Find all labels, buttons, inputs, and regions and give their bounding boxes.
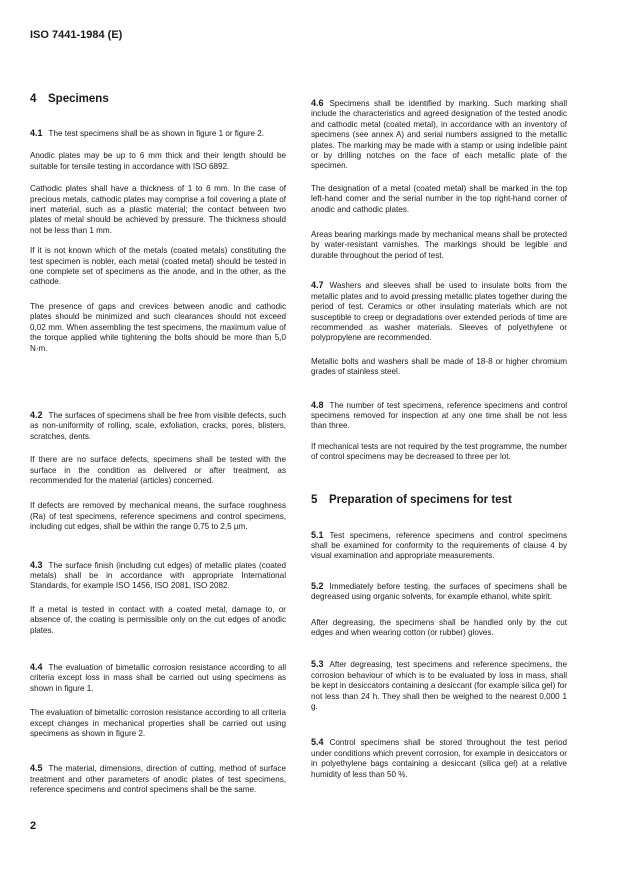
clause-number: 4.7 bbox=[311, 280, 324, 291]
clause-number: 5.2 bbox=[311, 580, 324, 591]
clause-number: 4.3 bbox=[30, 559, 43, 570]
section-4-heading bbox=[30, 92, 286, 106]
section-title: Preparation of specimens for test bbox=[329, 493, 512, 506]
clause-4-4 bbox=[30, 662, 286, 694]
left-column bbox=[30, 92, 286, 833]
clause-4-7 bbox=[311, 280, 567, 343]
clause-text: The material, dimensions, direction of cutting, method of surface treatment and other parameters of anodic plates of test specimens, reference specimens and control specimens shall be the same. bbox=[30, 764, 286, 795]
section-5-heading bbox=[311, 493, 567, 507]
paragraph: Areas bearing markings made by mechanical means shall be protected by water-resistant varnishes. The markings should be legible and durable throughout the period of test. bbox=[311, 230, 567, 260]
clause-5-3 bbox=[311, 659, 567, 712]
right-column bbox=[311, 98, 567, 780]
clause-text: The surface finish (including cut edges) of metallic plates (coated metals) shall be in accordance with appropriate International Standards, for example ISO 1456, ISO 2081, ISO 2082. bbox=[30, 560, 286, 591]
clause-number: 4.4 bbox=[30, 662, 43, 672]
paragraph: Metallic bolts and washers shall be made of 18-8 or higher chromium grades of stainless steel. bbox=[311, 356, 567, 377]
paragraph: The evaluation of bimetallic corrosion resistance according to all criteria except changes in mechanical properties shall be carried out using specimens as shown in figure 2. bbox=[30, 708, 286, 739]
clause-text: The test specimens shall be as shown in figure 1 or figure 2. bbox=[48, 129, 265, 138]
paragraph: If it is not known which of the metals (coated metals) constituting the test specimen is nobler, each metal (coated metal) should be tested in one complete set of specimens as the anode, and in the other, as the cathode. bbox=[30, 246, 286, 287]
clause-4-8 bbox=[311, 400, 567, 432]
section-title: Specimens bbox=[48, 93, 109, 105]
clause-text: The evaluation of bimetallic corrosion resistance according to all criteria except loss in mass shall be carried out using specimens as shown in figure 1. bbox=[30, 663, 286, 693]
clause-5-1 bbox=[311, 530, 567, 562]
paragraph: Cathodic plates shall have a thickness of 1 to 6 mm. In the case of precious metals, cathodic plates may comprise a foil covering a plate of inert material, such as a plastic material; the contact between two plates of metal should be achieved by pressure. The thickness should not be less than 1 mm. bbox=[30, 184, 286, 235]
paragraph: The presence of gaps and crevices between anodic and cathodic plates should be minimized and such clearances should not exceed 0,02 mm. When assembling the test specimens, the maximum value of the torque applied while tightening the bolts should be more than 5,0 N·m. bbox=[30, 301, 286, 353]
paragraph: After degreasing, the specimens shall be handled only by the cut edges and when wearing cotton (or rubber) gloves. bbox=[311, 617, 567, 637]
paragraph: Anodic plates may be up to 6 mm thick and their length should be suitable for tensile testing in accordance with ISO 6892. bbox=[30, 151, 286, 171]
clause-4-2 bbox=[30, 410, 286, 442]
clause-text: After degreasing, test specimens and reference specimens, the corrosion behaviour of which is to be evaluated by loss in mass, shall be kept in desiccators containing a desiccant (for example silica gel) for not less than 24 h. They shall then be weighed to the nearest 0,000 1 g. bbox=[311, 660, 567, 712]
clause-text: The number of test specimens, reference specimens and control specimens removed for inspection at any one time shall be not less than three. bbox=[311, 400, 567, 431]
clause-text: Washers and sleeves shall be used to insulate bolts from the metallic plates and to avoid pressing metallic plates together during the period of test. Ceramics or other insulating materials which are not susceptible to creep or degradations over extended periods of time are recommended as washer materials. Sleeves of polyethylene or polypropylene are recommended. bbox=[311, 281, 567, 343]
clause-number: 5.3 bbox=[311, 659, 324, 670]
clause-number: 4.5 bbox=[30, 763, 43, 774]
section-number: 5 bbox=[311, 493, 318, 506]
paragraph: If a metal is tested in contact with a coated metal, damage to, or absence of, the coating is permissible only on the cut edges of anodic plates. bbox=[30, 604, 286, 635]
section-number: 4 bbox=[30, 93, 37, 105]
clause-text: Specimens shall be identified by marking. Such marking shall include the characteristics and agreed designation of the tested anodic and cathodic metal (coated metal), in accordance with an inventory of specimens (see annex A) and serial numbers assigned to the metallic plates. The marking may be made with a stamp or using indelible paint or by drilling notches on the face of each metallic plate of the specimen. bbox=[311, 99, 567, 171]
clause-number: 5.4 bbox=[311, 737, 324, 748]
clause-number: 4.6 bbox=[311, 98, 324, 108]
clause-4-1 bbox=[30, 128, 286, 139]
clause-4-6 bbox=[311, 98, 567, 172]
paragraph: If defects are removed by mechanical means, the surface roughness (Ra) of test specimens, reference specimens and control specimens, including cut edges, shall be within the range 0,75 to 2,5 µm. bbox=[30, 501, 286, 532]
clause-text: The surfaces of specimens shall be free from visible defects, such as non-uniformity of rolling, scale, exfoliation, cracks, pores, blisters, scratches, dents. bbox=[30, 410, 286, 441]
clause-text: Immediately before testing, the surfaces of specimens shall be degreased using organic solvents, for example ethanol, white spirit. bbox=[311, 581, 567, 602]
clause-number: 4.1 bbox=[30, 128, 43, 138]
clause-text: Control specimens shall be stored throughout the test period under conditions which prevent corrosion, for example in desiccators or in polyethylene bags containing a desiccant (silica gel) at a relative humidity of less than 50 %. bbox=[311, 738, 567, 779]
clause-5-4 bbox=[311, 737, 567, 780]
clause-number: 4.2 bbox=[30, 409, 43, 420]
page-number: 2 bbox=[30, 819, 37, 832]
paragraph: If mechanical tests are not required by the test programme, the number of control specimens may be decreased to three per lot. bbox=[311, 441, 567, 462]
clause-4-3 bbox=[30, 560, 286, 592]
clause-number: 4.8 bbox=[311, 399, 324, 410]
clause-5-2 bbox=[311, 581, 567, 603]
clause-4-5 bbox=[30, 763, 286, 795]
clause-text: Test specimens, reference specimens and control specimens shall be examined for conformity to the requirements of clause 4 by visual examination and appropriate measurements. bbox=[311, 530, 567, 561]
clause-number: 5.1 bbox=[311, 529, 324, 540]
paragraph: If there are no surface defects, specimens shall be tested with the surface in the condition as delivered or after treatment, as recommended for the material (articles) concerned. bbox=[30, 455, 286, 485]
document-header: ISO 7441-1984 (E) bbox=[30, 29, 123, 41]
paragraph: The designation of a metal (coated metal) shall be marked in the top left-hand corner and the serial number in the top right-hand corner of anodic and cathodic plates. bbox=[311, 183, 567, 214]
